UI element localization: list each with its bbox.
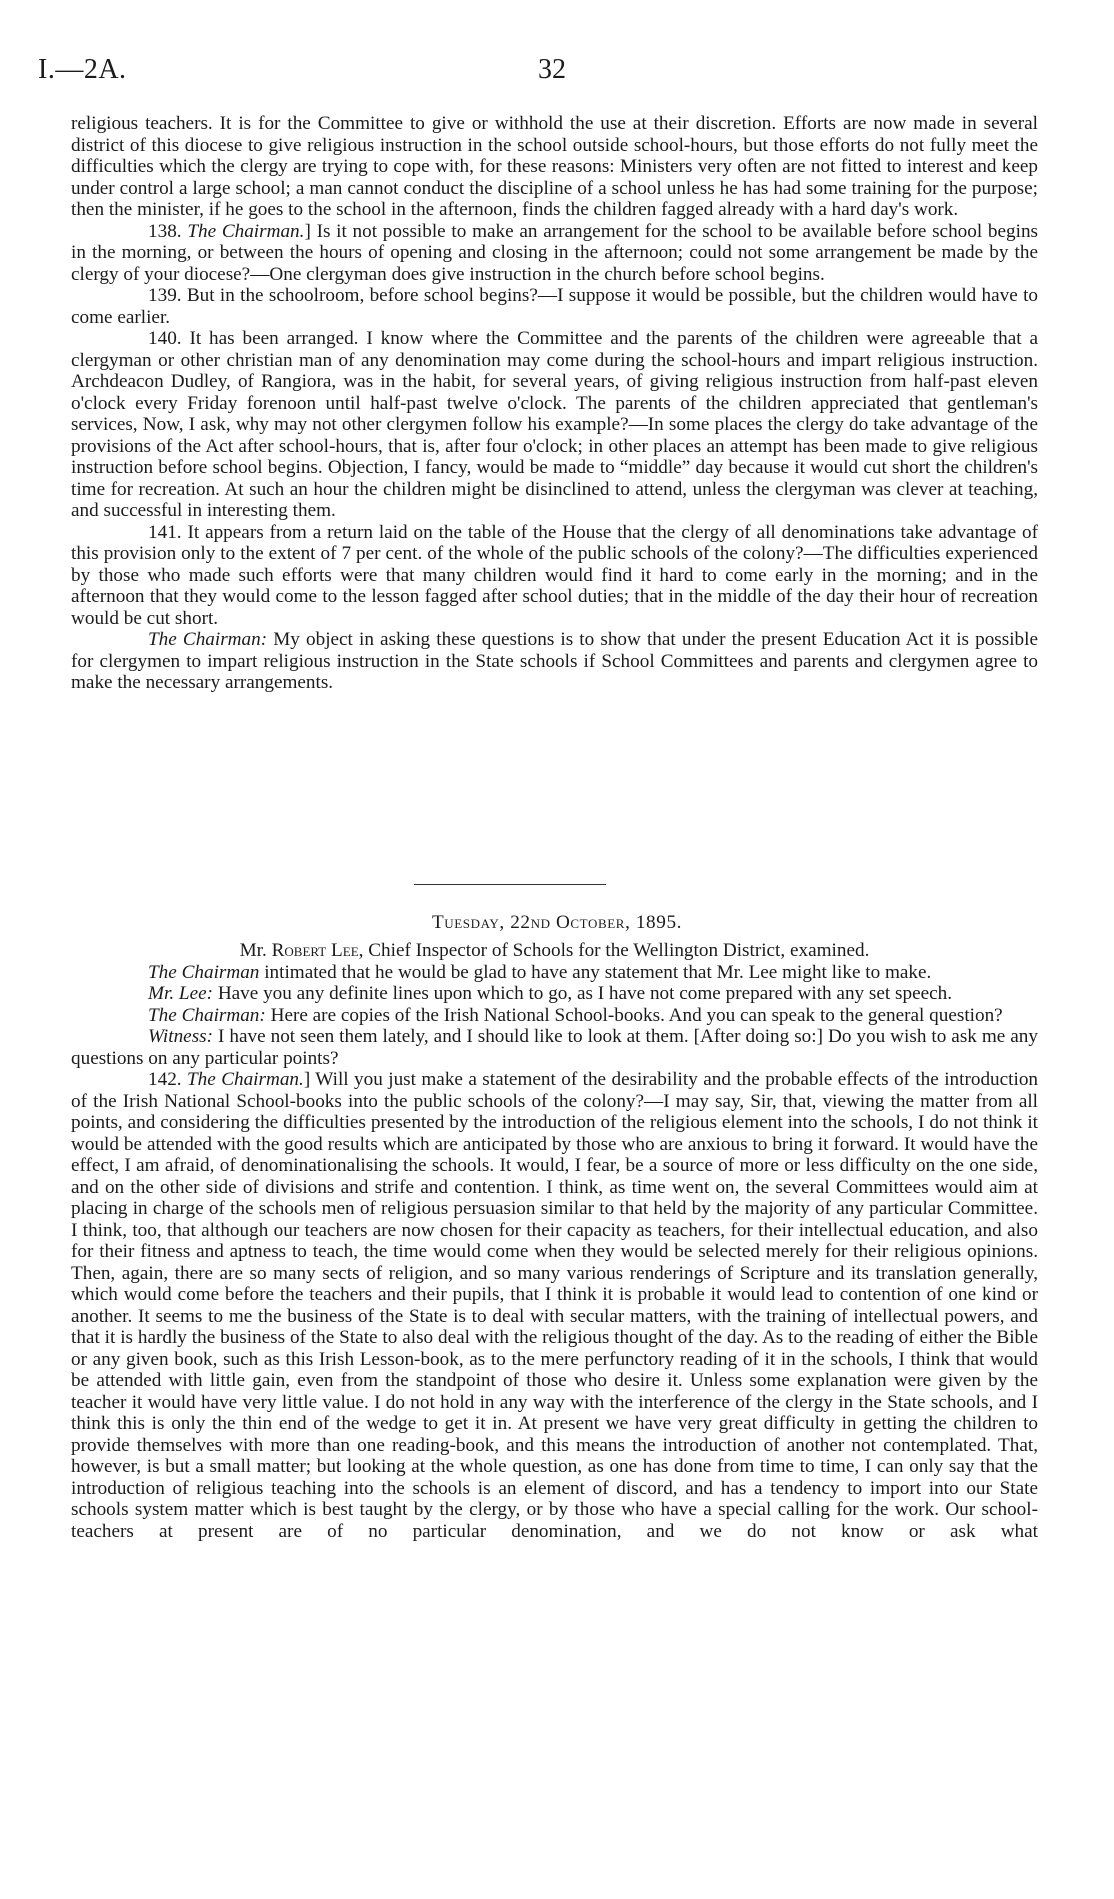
paragraph: religious teachers. It is for the Committee to give or withhold the use at their discretion. Efforts are now made in several district of this diocese to give religious instruction in the school outside school-hours, but those efforts do not fully meet the difficulties which the clergy are trying to cope with, for these reasons: Ministers very often are not fitted to interest and keep under control a large school; a man cannot conduct the discipline of a school unless he has had some training for the purpose; then the minister, if he goes to the school in the afternoon, finds the children fagged already with a hard day's work. — [71, 113, 1038, 220]
witness-reply: Witness: I have not seen them lately, and I should like to look at them. [After doing so:] Do you wish to ask me any questions on any particular points? — [71, 1026, 1038, 1069]
evidence-text-part-2 — [71, 940, 1038, 1542]
page-number: 32 — [538, 54, 566, 85]
paragraph-138: 138. The Chairman.] Is it not possible to make an arrangement for the school to be available before school begins in the morning, or between the hours of opening and closing in the afternoon; could not some arrangement be made by the clergy of your diocese?—One clergyman does give instruction in the church before school begins. — [71, 220, 1039, 285]
paragraph-140: 140. It has been arranged. I know where the Committee and the parents of the children were agreeable that a clergyman or other christian man of any denomination may come during the school-hours and impart religious instruction. Archdeacon Dudley, of Rangiora, was in the habit, for several years, of giving religious instruction from half-past eleven o'clock every Friday forenoon until half-past twelve o'clock. The parents of the children appreciated that gentleman's services, Now, I ask, why may not other clergymen follow his example?—In some places the clergy do take advantage of the provisions of the Act after school-hours, that is, after four o'clock; in other places an attempt has been made to give religious instruction before school begins. Objection, I fancy, would be made to “middle” day because it would cut short the children's time for recreation. At such an hour the children might be disinclined to attend, unless the clergyman was clever at teaching, and successful in interesting them. — [71, 328, 1038, 521]
paragraph-141: 141. It appears from a return laid on the table of the House that the clergy of all denominations take advantage of this provision only to the extent of 7 per cent. of the whole of the public schools of the colony?—The difficulties experienced by those who made such efforts were that many children would find it hard to come early in the morning; and in the afternoon that they would come to the lesson fagged after school duties; that in the middle of the day their hour of recreation would be cut short. — [71, 521, 1038, 629]
chairman-intimation: The Chairman intimated that he would be glad to have any statement that Mr. Lee might like to make. — [148, 961, 932, 983]
session-date: Tuesday, 22nd October, 1895. — [431, 912, 683, 933]
chairman-statement: The Chairman: My object in asking these questions is to show that under the present Education Act it is possible for clergymen to impart religious instruction in the State schools if School Committees and parents and clergymen agree to make the necessary arrangements. — [71, 629, 1038, 693]
paragraph-142: 142. The Chairman.] Will you just make a statement of the desirability and the probable effects of the introduction of the Irish National School-books into the public schools of the colony?—I may say, Sir, that, viewing the matter from all points, and considering the difficulties presented by the introduction of the religious element into the schools, I do not think it would be attended with the good results which are anticipated by those who are anxious to bring it forward. It would have the effect, I am afraid, of denominationalising the schools. It would, I fear, be a source of more or less difficulty on the one side, and on the other side of divisions and strife and contention. I think, as time went on, the several Committees would aim at placing in charge of the schools men of religious persuasion similar to that held by the majority of any particular Committee. I think, too, that although our teachers are now chosen for their capacity as teachers, for their intellectual education, and also for their fitness and aptness to teach, the time would come when they would be selected merely for their religious opinions. Then, again, there are so many sects of religion, and so many various renderings of Scripture and its translation generally, which would come before the teachers and their pupils, that I think it is probable it would lead to contention of one kind or another. It seems to me the business of the State is to deal with secular matters, with the training of intellectual powers, and that it is hardly the business of the State to also deal with the religious thought of the day. As to the reading of either the Bible or any given book, such as this Irish Lesson-book, as to the mere perfunctory reading of it in the schools, I think that would be attended with little gain, even from the standpoint of those who desire it. Unless some explanation were given by the teacher it would have very little value. I do not hold in any way with the interference of the clergy in the State schools, and I think this is only the thin end of the wedge to get it in. At present we have very great difficulty in getting the children to provide themselves with more than one reading-book, and this means the introduction of another not contemplated. That, however, is but a small matter; but looking at the whole question, as one has done from time to time, I can only say that the introduction of religious teaching into the schools is an element of discord, and has a tendency to import into our State schools system matter which is best taught by the clergy, or by those who have a special calling for the work. Our school-teachers at present are of no particular denomination, and we do not know or ask what — [71, 1069, 1039, 1542]
witness-heading: Mr. Robert Lee, Chief Inspector of Schools for the Wellington District, examined. — [239, 940, 870, 961]
paragraph-139: 139. But in the schoolroom, before school begins?—I suppose it would be possible, but the children would have to come earlier. — [71, 285, 1038, 328]
section-divider — [414, 884, 606, 885]
chairman-reply: The Chairman: Here are copies of the Irish National School-books. And you can speak to the general question? — [148, 1004, 1003, 1026]
report-reference: I.—2A. — [38, 54, 127, 85]
evidence-text-part-1 — [71, 113, 1038, 694]
lee-question: Mr. Lee: Have you any definite lines upon which to go, as I have not come prepared with any set speech. — [148, 983, 953, 1004]
